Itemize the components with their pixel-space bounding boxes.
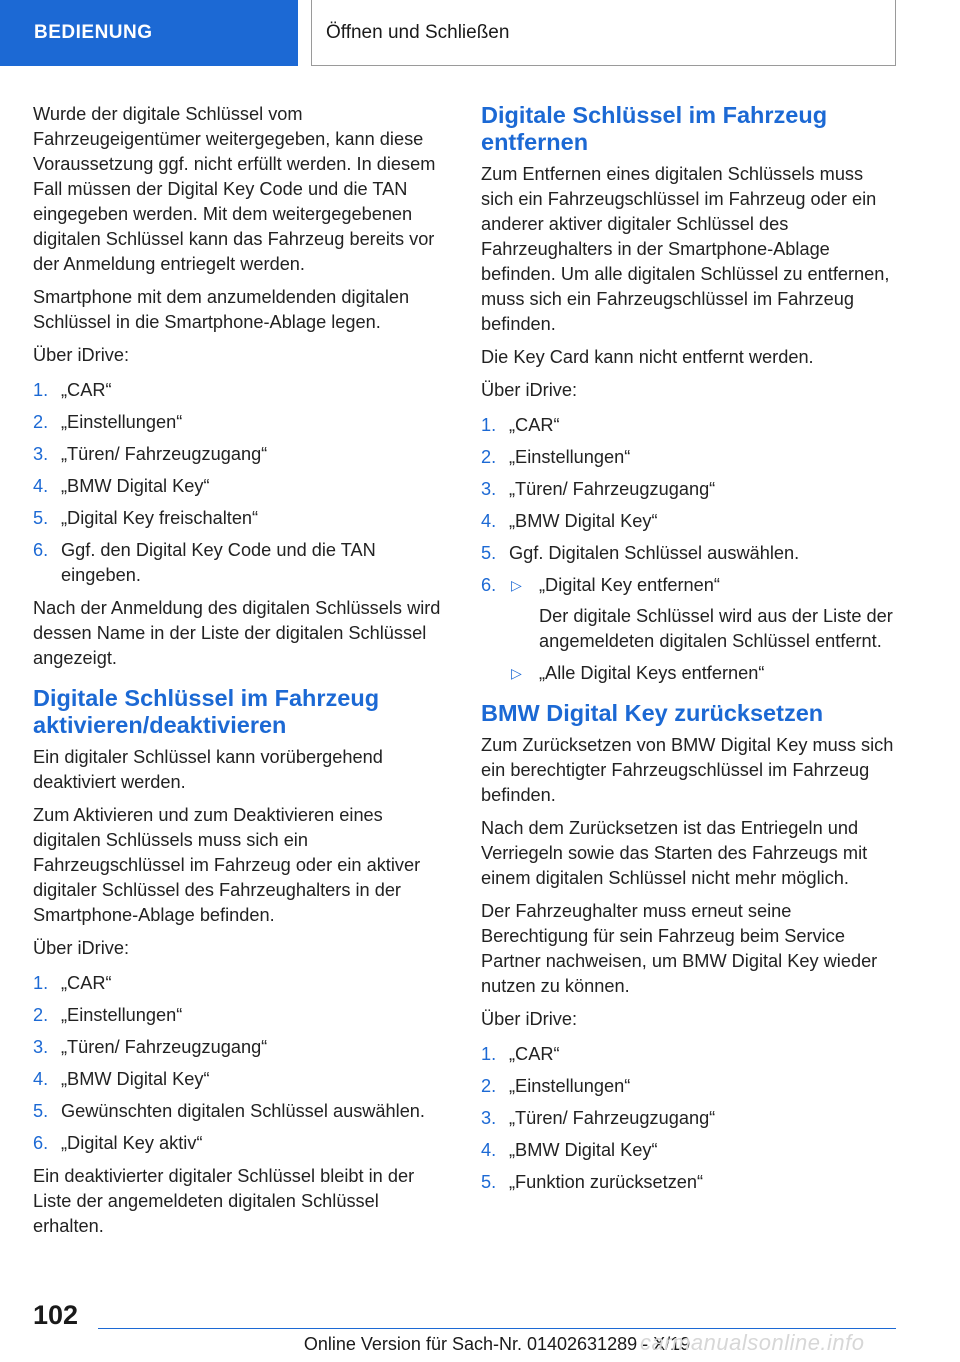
activate-requirement-paragraph: Zum Aktivieren und zum Deaktivieren eines digitalen Schlüssels muss sich ein Fahrzeugschlüssel im Fahrzeug oder ein aktiver digitaler Schlüssel des Fahrzeughalters in der Smartphone-Ablage befinden. — [33, 805, 421, 925]
via-idrive-label: Über iDrive: — [481, 1009, 578, 1029]
page-number: 102 — [33, 1300, 79, 1330]
step-text: Ggf. den Digital Key Code und die TAN eingeben. — [61, 540, 376, 585]
left-column — [33, 102, 449, 1247]
list-item — [33, 442, 449, 467]
remove-paragraph: Zum Entfernen eines digitalen Schlüssels muss sich ein Fahrzeugschlüssel im Fahrzeug oder ein anderer aktiver digitaler Schlüssel des Fahrzeughalters in der Smartphone-Ablage befinden. Um alle digitalen Schlüssel zu entfernen, muss sich ein Fahrzeugschlüssel im Fahrzeug befinden. — [481, 164, 890, 334]
step-number: 1. — [481, 1044, 497, 1064]
list-item — [481, 1074, 897, 1099]
list-item — [481, 573, 897, 686]
step-text: „Einstellungen“ — [61, 412, 183, 432]
via-idrive-label: Über iDrive: — [33, 345, 130, 365]
step-number: 3. — [33, 444, 49, 464]
list-item — [33, 506, 449, 531]
section-tab[interactable] — [0, 0, 298, 66]
list-item — [481, 1138, 897, 1163]
result-paragraph: Nach der Anmeldung des digitalen Schlüssels wird dessen Name in der Liste der digitalen Schlüssel angezeigt. — [33, 598, 441, 668]
option-item — [509, 573, 897, 654]
chapter-header — [311, 0, 896, 66]
list-item — [481, 1170, 897, 1195]
step-number: 6. — [33, 1133, 49, 1153]
list-item — [481, 509, 897, 534]
list-item — [481, 541, 897, 566]
step-list-activate — [33, 971, 449, 1156]
triangle-bullet-icon: ▷ — [511, 665, 522, 681]
step-number: 1. — [33, 380, 49, 400]
list-item — [481, 1042, 897, 1067]
option-description: Der digitale Schlüssel wird aus der Liste der angemeldeten digitalen Schlüssel entfernt. — [539, 606, 893, 651]
step-text: „BMW Digital Key“ — [61, 1069, 210, 1089]
step-text: „BMW Digital Key“ — [509, 511, 658, 531]
step-number: 2. — [33, 412, 49, 432]
step-list-register — [33, 378, 449, 588]
list-item — [481, 477, 897, 502]
step-text: „Funktion zurücksetzen“ — [509, 1172, 704, 1192]
via-idrive-label: Über iDrive: — [481, 380, 578, 400]
online-version-note: Online Version für Sach-Nr. 01402631289 - X/19 — [303, 1334, 691, 1354]
intro-paragraph: Wurde der digitale Schlüssel vom Fahrzeugeigentümer weitergegeben, kann diese Voraussetzung ggf. nicht erfüllt werden. In diesem Fall müssen der Digital Key Code und die TAN eingegeben werden. Mit dem weitergegebenen digitalen Schlüssel kann das Fahrzeug bereits vor der Anmeldung entriegelt werden. — [33, 104, 436, 274]
step-text: „Einstellungen“ — [509, 1076, 631, 1096]
section-label: BEDIENUNG — [34, 22, 153, 43]
option-text: „Alle Digital Keys entfernen“ — [539, 663, 765, 683]
list-item — [33, 410, 449, 435]
reset-paragraph: Zum Zurücksetzen von BMW Digital Key muss sich ein berechtigter Fahrzeugschlüssel im Fahrzeug befinden. — [481, 735, 894, 805]
instruction-paragraph: Smartphone mit dem anzumeldenden digitalen Schlüssel in die Smartphone-Ablage legen. — [33, 287, 410, 332]
section-heading-activate: Digitale Schlüssel im Fahrzeug aktivieren/deaktivieren — [33, 685, 380, 738]
step-text: „CAR“ — [509, 1044, 560, 1064]
step-number: 3. — [481, 1108, 497, 1128]
list-item — [33, 1035, 449, 1060]
list-item — [33, 474, 449, 499]
step-text: „Digital Key freischalten“ — [61, 508, 259, 528]
step-number: 4. — [33, 1069, 49, 1089]
step-number: 3. — [481, 479, 497, 499]
result-paragraph: Ein deaktivierter digitaler Schlüssel bleibt in der Liste der angemeldeten digitalen Schlüssel erhalten. — [33, 1166, 415, 1236]
step-number: 6. — [33, 540, 49, 560]
step-text: „CAR“ — [509, 415, 560, 435]
list-item — [33, 971, 449, 996]
step-number: 2. — [33, 1005, 49, 1025]
list-item — [33, 1099, 449, 1124]
section-heading-remove: Digitale Schlüssel im Fahrzeug entfernen — [481, 102, 828, 155]
via-idrive-label: Über iDrive: — [33, 938, 130, 958]
list-item — [33, 378, 449, 403]
step-text: „Einstellungen“ — [61, 1005, 183, 1025]
step-number: 1. — [33, 973, 49, 993]
step-text: „Digital Key aktiv“ — [61, 1133, 203, 1153]
activate-paragraph: Ein digitaler Schlüssel kann vorübergehend deaktiviert werden. — [33, 747, 383, 792]
section-heading-reset: BMW Digital Key zurücksetzen — [481, 700, 824, 726]
list-item — [481, 445, 897, 470]
step-list-reset — [481, 1042, 897, 1195]
step-text: „BMW Digital Key“ — [509, 1140, 658, 1160]
step-text: „Türen/ Fahrzeugzugang“ — [509, 479, 716, 499]
step-number: 6. — [481, 575, 497, 595]
step-text: Gewünschten digitalen Schlüssel auswählen. — [61, 1101, 425, 1121]
list-item — [481, 1106, 897, 1131]
key-card-note: Die Key Card kann nicht entfernt werden. — [481, 347, 814, 367]
watermark: carmanualsonline.info — [640, 1330, 865, 1355]
option-text: „Digital Key entfernen“ — [539, 575, 720, 595]
chapter-title: Öffnen und Schließen — [326, 21, 510, 43]
step-number: 5. — [481, 543, 497, 563]
list-item — [33, 538, 449, 588]
step-number: 2. — [481, 447, 497, 467]
triangle-bullet-icon: ▷ — [511, 577, 522, 593]
footer-divider — [98, 1328, 896, 1329]
step-number: 2. — [481, 1076, 497, 1096]
step-number: 5. — [33, 508, 49, 528]
step-text: „Türen/ Fahrzeugzugang“ — [61, 444, 268, 464]
list-item — [33, 1067, 449, 1092]
step-number: 4. — [481, 511, 497, 531]
step-number: 5. — [481, 1172, 497, 1192]
step-list-remove — [481, 413, 897, 686]
list-item — [481, 413, 897, 438]
list-item — [33, 1131, 449, 1156]
step-number: 1. — [481, 415, 497, 435]
step-text: „Türen/ Fahrzeugzugang“ — [61, 1037, 268, 1057]
reset-owner-paragraph: Der Fahrzeughalter muss erneut seine Berechtigung für sein Fahrzeug beim Service Partner nachweisen, um BMW Digital Key wieder nutzen zu können. — [481, 901, 878, 996]
step-number: 3. — [33, 1037, 49, 1057]
step-text: „CAR“ — [61, 973, 112, 993]
step-number: 4. — [33, 476, 49, 496]
option-list — [509, 573, 897, 686]
step-text: „BMW Digital Key“ — [61, 476, 210, 496]
step-text: „Einstellungen“ — [509, 447, 631, 467]
step-number: 4. — [481, 1140, 497, 1160]
step-text: Ggf. Digitalen Schlüssel auswählen. — [509, 543, 800, 563]
option-item — [509, 661, 897, 686]
list-item — [33, 1003, 449, 1028]
step-number: 5. — [33, 1101, 49, 1121]
step-text: „CAR“ — [61, 380, 112, 400]
step-text: „Türen/ Fahrzeugzugang“ — [509, 1108, 716, 1128]
reset-consequence-paragraph: Nach dem Zurücksetzen ist das Entriegeln und Verriegeln sowie das Starten des Fahrzeugs mit einem digitalen Schlüssel nicht mehr möglich. — [481, 818, 868, 888]
right-column — [481, 102, 897, 1203]
